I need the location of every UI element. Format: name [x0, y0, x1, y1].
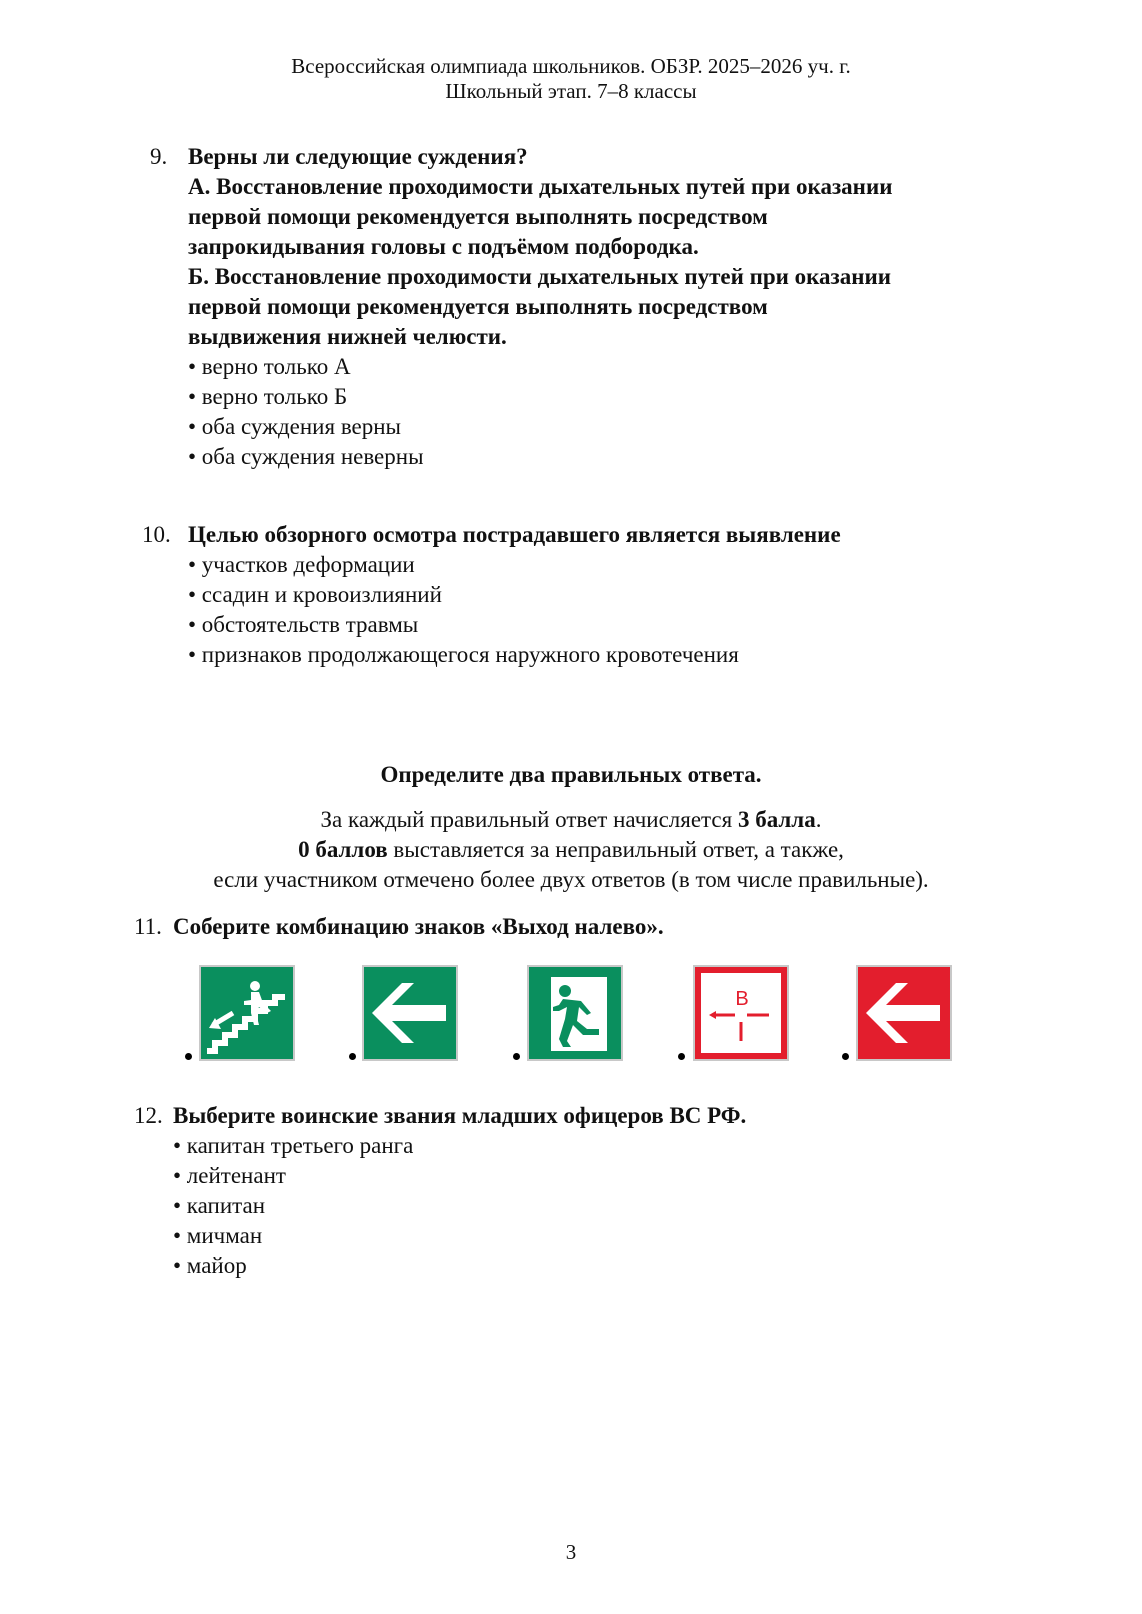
answer-option[interactable]: • оба суждения верны: [188, 414, 402, 439]
scoring-rule-2: [0, 837, 1142, 863]
question-text: Б. Восстановление проходимости дыхательных путей при оказании: [188, 264, 892, 289]
scoring-rule-1: [0, 807, 1142, 833]
stairs-down-left-exit-icon[interactable]: [199, 965, 295, 1061]
arrow-left-red-icon[interactable]: [856, 965, 952, 1061]
question-text: первой помощи рекомендуется выполнять посредством: [188, 204, 768, 229]
rule-text: .: [815, 807, 822, 832]
question-number: 12.: [134, 1103, 163, 1128]
doc-header-subtitle: Школьный этап. 7–8 классы: [445, 79, 697, 103]
answer-option[interactable]: • капитан: [173, 1193, 265, 1218]
answer-option[interactable]: • капитан третьего ранга: [173, 1133, 414, 1158]
answer-option[interactable]: • ссадин и кровоизлияний: [188, 582, 442, 607]
page-number: 3: [565, 1540, 577, 1564]
hydrant-letter: В: [735, 988, 749, 1010]
option-bullet[interactable]: [513, 1053, 520, 1060]
arrow-left-green-icon[interactable]: [362, 965, 458, 1061]
answer-option[interactable]: • участков деформации: [188, 552, 415, 577]
fire-hydrant-marker-icon[interactable]: [693, 965, 789, 1061]
option-bullet[interactable]: [842, 1053, 849, 1060]
question-text: первой помощи рекомендуется выполнять посредством: [188, 294, 768, 319]
question-number: 9.: [150, 144, 168, 169]
answer-option[interactable]: • обстоятельств травмы: [188, 612, 419, 637]
answer-option[interactable]: • лейтенант: [173, 1163, 286, 1188]
option-bullet[interactable]: [349, 1053, 356, 1060]
question-text: Выберите воинские звания младших офицеров ВС РФ.: [173, 1103, 747, 1128]
question-text: запрокидывания головы с подъёмом подбородка.: [188, 234, 699, 259]
answer-option[interactable]: • верно только Б: [188, 384, 348, 409]
question-text: выдвижения нижней челюсти.: [188, 324, 507, 349]
question-number: 11.: [134, 914, 162, 939]
question-text: Целью обзорного осмотра пострадавшего является выявление: [188, 522, 841, 547]
section-title: Определите два правильных ответа.: [380, 762, 762, 787]
rule-text: выставляется за неправильный ответ, а также,: [387, 837, 844, 862]
rule-points: 0 баллов: [298, 837, 388, 862]
answer-option[interactable]: • признаков продолжающегося наружного кровотечения: [188, 642, 739, 667]
emergency-exit-running-man-icon[interactable]: [527, 965, 623, 1061]
question-text: А. Восстановление проходимости дыхательных путей при оказании: [188, 174, 893, 199]
scoring-rule-3: если участником отмечено более двух ответов (в том числе правильные).: [213, 867, 929, 892]
question-text: Соберите комбинацию знаков «Выход налево».: [173, 914, 664, 939]
answer-option[interactable]: • мичман: [173, 1223, 263, 1248]
answer-option[interactable]: • оба суждения неверны: [188, 444, 424, 469]
doc-header-title: Всероссийская олимпиада школьников. ОБЗР. 2025–2026 уч. г.: [291, 54, 851, 78]
answer-option[interactable]: • верно только А: [188, 354, 351, 379]
option-bullet[interactable]: [678, 1053, 685, 1060]
option-bullet[interactable]: [185, 1053, 192, 1060]
answer-option[interactable]: • майор: [173, 1253, 247, 1278]
question-text: Верны ли следующие суждения?: [188, 144, 528, 169]
question-number: 10.: [142, 522, 171, 547]
rule-text: За каждый правильный ответ начисляется: [320, 807, 738, 832]
rule-points: 3 балла: [737, 807, 816, 832]
